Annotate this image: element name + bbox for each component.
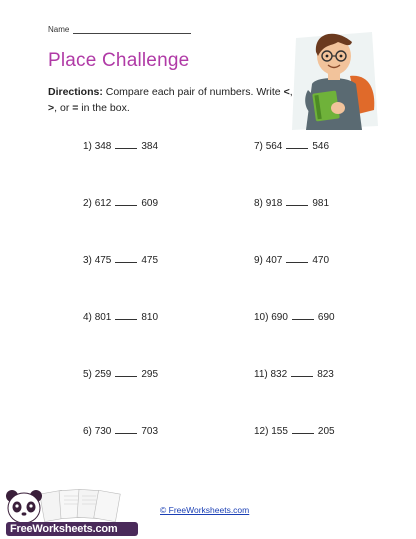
second-number: 690: [317, 312, 335, 323]
first-number: 730: [94, 426, 112, 437]
answer-blank[interactable]: [286, 196, 308, 206]
second-number: 810: [141, 312, 159, 323]
problem-number: 4): [83, 312, 92, 323]
first-number: 612: [94, 198, 112, 209]
answer-blank[interactable]: [292, 424, 314, 434]
second-number: 609: [141, 198, 159, 209]
problem-number: 9): [254, 255, 263, 266]
answer-blank[interactable]: [115, 424, 137, 434]
problem-row: [254, 367, 334, 380]
problem-number: 8): [254, 198, 263, 209]
answer-blank[interactable]: [286, 139, 308, 149]
answer-blank[interactable]: [115, 367, 137, 377]
problem-number: 2): [83, 198, 92, 209]
directions-body-2: in the box.: [78, 102, 130, 114]
first-number: 155: [271, 426, 288, 437]
answer-blank[interactable]: [115, 310, 137, 320]
greater-than-symbol: >: [48, 102, 55, 114]
name-label: Name: [48, 25, 70, 34]
problem-number: 5): [83, 369, 92, 380]
first-number: 475: [94, 255, 112, 266]
less-than-symbol: <: [283, 86, 290, 98]
problem-number: 12): [254, 426, 269, 437]
answer-blank[interactable]: [286, 253, 308, 263]
directions-text: [48, 84, 298, 116]
first-number: 918: [265, 198, 283, 209]
second-number: 470: [312, 255, 330, 266]
problem-row: [83, 310, 158, 323]
answer-blank[interactable]: [291, 367, 313, 377]
problem-row: [254, 424, 335, 437]
second-number: 546: [312, 141, 330, 152]
problem-number: 10): [254, 312, 269, 323]
first-number: 259: [94, 369, 112, 380]
second-number: 384: [141, 141, 159, 152]
first-number: 801: [94, 312, 112, 323]
problem-number: 11): [254, 369, 268, 380]
problem-row: [83, 139, 158, 152]
answer-blank[interactable]: [292, 310, 314, 320]
student-illustration: [283, 18, 382, 133]
problem-row: [254, 139, 329, 152]
second-number: 703: [141, 426, 159, 437]
directions-sep-1: ,: [289, 86, 293, 98]
second-number: 981: [312, 198, 330, 209]
footer-link[interactable]: © FreeWorksheets.com: [160, 505, 250, 515]
directions-body-1: Compare each pair of numbers. Write: [102, 86, 284, 98]
second-number: 823: [317, 369, 334, 380]
problem-number: 3): [83, 255, 92, 266]
problem-number: 7): [254, 141, 263, 152]
problem-number: 6): [83, 426, 92, 437]
first-number: 832: [270, 369, 288, 380]
problem-row: [83, 424, 158, 437]
directions-label: Directions:: [48, 86, 103, 98]
problem-row: [83, 253, 158, 266]
problem-row: [254, 310, 335, 323]
second-number: 205: [317, 426, 335, 437]
problem-row: [83, 367, 158, 380]
answer-blank[interactable]: [115, 139, 137, 149]
answer-blank[interactable]: [115, 253, 137, 263]
problem-row: [83, 196, 158, 209]
logo-text: FreeWorksheets.com: [10, 523, 118, 535]
first-number: 348: [94, 141, 112, 152]
first-number: 407: [265, 255, 283, 266]
equals-symbol: =: [72, 102, 79, 114]
first-number: 690: [271, 312, 288, 323]
directions-sep-2: , or: [54, 102, 73, 114]
name-underline: [73, 24, 191, 34]
problem-row: [254, 253, 329, 266]
answer-blank[interactable]: [115, 196, 137, 206]
first-number: 564: [265, 141, 283, 152]
page-title: Place Challenge: [48, 50, 190, 71]
problem-number: 1): [83, 141, 92, 152]
problem-row: [254, 196, 329, 209]
second-number: 475: [141, 255, 159, 266]
name-field: [48, 24, 191, 34]
second-number: 295: [141, 369, 159, 380]
